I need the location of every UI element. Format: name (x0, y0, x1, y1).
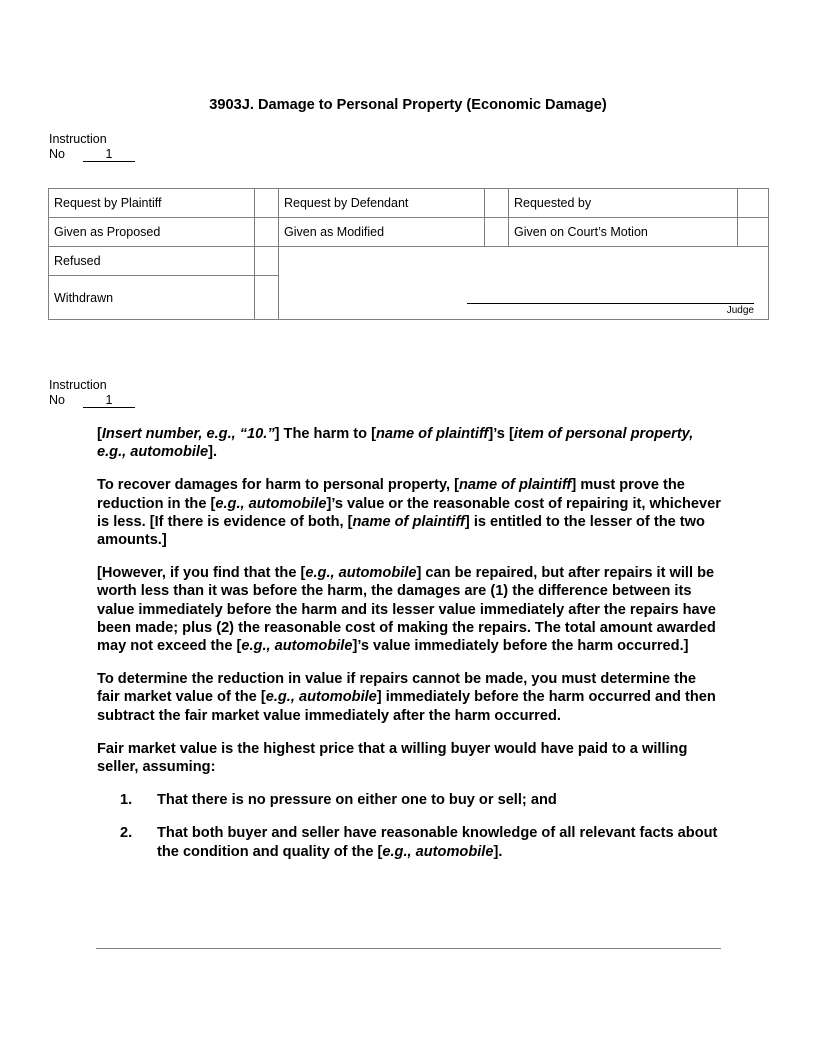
given-on-courts-motion-label: Given on Court’s Motion (509, 218, 738, 247)
list-item: 1. That there is no pressure on either one to buy or sell; and (120, 792, 557, 809)
instruction-number: 1 (83, 394, 135, 408)
withdrawn-checkbox[interactable] (255, 276, 279, 320)
given-on-courts-motion-checkbox[interactable] (738, 218, 769, 247)
table-row (49, 189, 769, 218)
given-as-modified-label: Given as Modified (279, 218, 485, 247)
table-row (49, 247, 769, 276)
paragraph-1: [Insert number, e.g., “10.”] The harm to [name of plaintiff]’s [item of personal property, e.g., automobile]. (97, 426, 694, 461)
refused-label: Refused (49, 247, 255, 276)
request-by-plaintiff-label: Request by Plaintiff (49, 189, 255, 218)
instruction-label: Instruction (49, 132, 107, 146)
judge-label: Judge (726, 305, 754, 316)
given-as-proposed-checkbox[interactable] (255, 218, 279, 247)
refused-checkbox[interactable] (255, 247, 279, 276)
request-table (48, 188, 769, 320)
instruction-label: Instruction (49, 378, 107, 392)
paragraph-3: [However, if you find that the [e.g., automobile] can be repaired, but after repairs it will be worth less than it was before the harm, the damages are (1) the difference between its value immediately before the harm and its lesser value immediately after the repairs have been made; plus (2) the reasonable cost of making the repairs. The total amount awarded may not exceed the [e.g., automobile]’s value immediately before the harm occurred.] (97, 565, 716, 655)
judge-signature-line[interactable] (467, 303, 754, 304)
instruction-no-row (49, 147, 135, 162)
instruction-number-block (49, 132, 135, 162)
withdrawn-label: Withdrawn (49, 276, 255, 320)
paragraph-4: To determine the reduction in value if repairs cannot be made, you must determine the fair market value of the [e.g., automobile] immediately before the harm occurred and then subtract the fair market value immediately after the harm occurred. (97, 671, 716, 724)
instruction-no-row (49, 393, 135, 408)
request-by-defendant-checkbox[interactable] (485, 189, 509, 218)
footer-divider (96, 948, 721, 949)
no-label: No (49, 146, 65, 161)
instruction-number-block-2 (49, 378, 135, 408)
request-by-plaintiff-checkbox[interactable] (255, 189, 279, 218)
given-as-proposed-label: Given as Proposed (49, 218, 255, 247)
judge-signature-area (279, 247, 769, 320)
conditions-list (97, 791, 722, 861)
requested-by-label: Requested by (509, 189, 738, 218)
instruction-number: 1 (83, 148, 135, 162)
list-item: 2. That both buyer and seller have reasonable knowledge of all relevant facts about the condition and quality of the [e.g., automobile]. (120, 825, 718, 860)
requested-by-checkbox[interactable] (738, 189, 769, 218)
paragraph-5: Fair market value is the highest price that a willing buyer would have paid to a willing seller, assuming: (97, 740, 688, 776)
instruction-body (97, 425, 722, 876)
no-label: No (49, 392, 65, 407)
given-as-modified-checkbox[interactable] (485, 218, 509, 247)
table-row (49, 218, 769, 247)
paragraph-2: To recover damages for harm to personal property, [name of plaintiff] must prove the reduction in the [e.g., automobile]’s value or the reasonable cost of repairing it, whichever is less. [If there is evidence of both, [name of plaintiff] is entitled to the lesser of the two amounts.] (97, 477, 721, 549)
page-title: 3903J. Damage to Personal Property (Economic Damage) (209, 97, 607, 113)
request-by-defendant-label: Request by Defendant (279, 189, 485, 218)
